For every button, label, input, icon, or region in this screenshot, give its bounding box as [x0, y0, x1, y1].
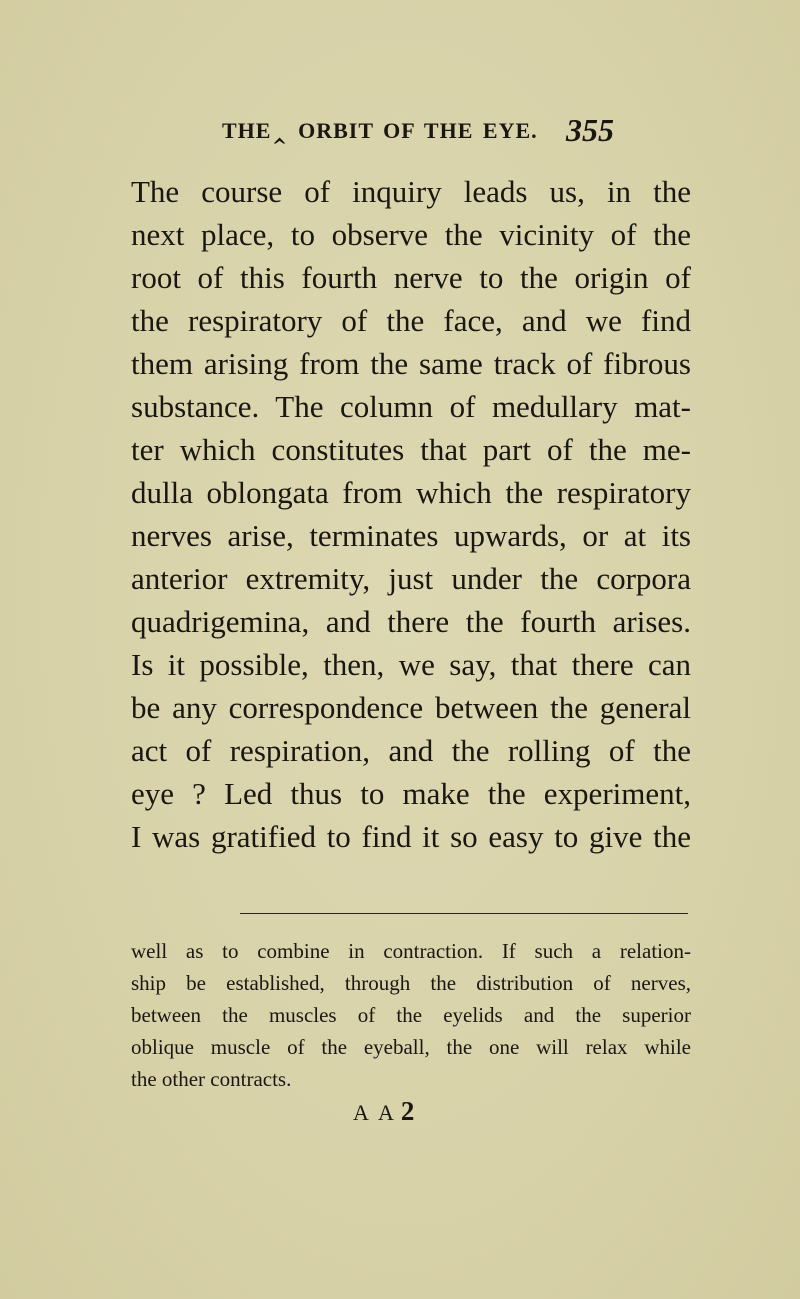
page-number: 355	[566, 112, 614, 148]
body-line: dulla oblongata from which the respiratory	[131, 475, 691, 510]
body-line: be any correspondence between the general	[131, 690, 691, 725]
body-line: the respiratory of the face, and we find	[131, 303, 691, 338]
body-line: substance. The column of medullary mat-	[131, 389, 691, 424]
body-line: Is it possible, then, we say, that there can	[131, 647, 691, 682]
body-line: root of this fourth nerve to the origin of	[131, 260, 691, 295]
footnote-divider	[240, 913, 688, 914]
footnote	[131, 935, 691, 1095]
body-line: them arising from the same track of fibrous	[131, 346, 691, 381]
footnote-line: ship be established, through the distribution of nerves,	[131, 971, 691, 995]
body-line: quadrigemina, and there the fourth arises.	[131, 604, 691, 639]
running-title: THE‸ ORBIT OF THE EYE.	[222, 118, 538, 143]
body-line: I was gratified to find it so easy to give the	[131, 819, 691, 854]
body-line: act of respiration, and the rolling of the	[131, 733, 691, 768]
body-line: ter which constitutes that part of the me-	[131, 432, 691, 467]
running-head	[0, 112, 800, 152]
body-line: anterior extremity, just under the corpora	[131, 561, 691, 596]
footnote-line: the other contracts.	[131, 1067, 292, 1091]
footnote-line: well as to combine in contraction. If such a relation-	[131, 939, 691, 963]
signature-number: 2	[400, 1096, 418, 1126]
body-line: next place, to observe the vicinity of the	[131, 217, 691, 252]
signature-mark	[353, 1096, 417, 1127]
body-line: The course of inquiry leads us, in the	[131, 174, 691, 209]
footnote-line: between the muscles of the eyelids and the superior	[131, 1003, 691, 1027]
body-text	[131, 170, 691, 858]
signature-letters: A A	[353, 1100, 397, 1125]
body-line: eye ? Led thus to make the experiment,	[131, 776, 691, 811]
body-line: nerves arise, terminates upwards, or at its	[131, 518, 691, 553]
footnote-line: oblique muscle of the eyeball, the one will relax while	[131, 1035, 691, 1059]
